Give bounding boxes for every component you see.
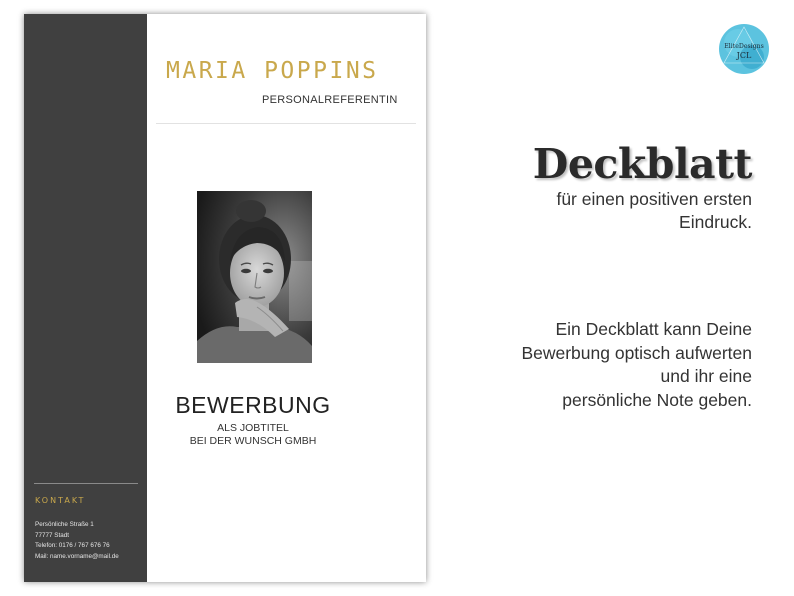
logo-text-line1: EliteDesigns (724, 43, 764, 50)
contact-heading: KONTAKT (35, 496, 86, 505)
promo-description (432, 318, 752, 412)
brand-logo (716, 21, 772, 77)
logo-text-line2: JCL (736, 51, 752, 60)
promo-tagline-line: Eindruck. (679, 212, 752, 232)
cover-letter-document (24, 14, 426, 582)
contact-city: 77777 Stadt (35, 531, 69, 539)
applicant-name: MARIA POPPINS (166, 58, 379, 84)
promo-description-line: persönliche Note geben. (562, 389, 752, 410)
promo-headline: Deckblatt (532, 140, 752, 188)
contact-street: Persönliche Straße 1 (35, 521, 94, 528)
application-subtitle-line: ALS JOBTITEL (217, 422, 289, 434)
promo-description-line: Bewerbung optisch aufwerten (521, 342, 752, 363)
contact-phone: Telefon: 0176 / 767 676 76 (35, 542, 110, 550)
contact-details (35, 520, 145, 562)
promo-description-line: Ein Deckblatt kann Deine (555, 319, 752, 339)
sidebar (24, 14, 147, 582)
portrait-photo (197, 191, 312, 363)
application-title: BEWERBUNG (175, 392, 331, 418)
contact-divider (34, 483, 138, 484)
application-subtitle (164, 422, 342, 448)
contact-mail: Mail: name.vorname@mail.de (35, 552, 119, 560)
applicant-role: PERSONALREFERENTIN (262, 94, 398, 106)
promo-tagline-line: für einen positiven ersten (556, 189, 752, 209)
header-divider (156, 123, 416, 124)
promo-description-line: und ihr eine (660, 366, 752, 386)
promo-tagline (472, 188, 752, 234)
application-subtitle-line: BEI DER WUNSCH GMBH (189, 435, 317, 447)
